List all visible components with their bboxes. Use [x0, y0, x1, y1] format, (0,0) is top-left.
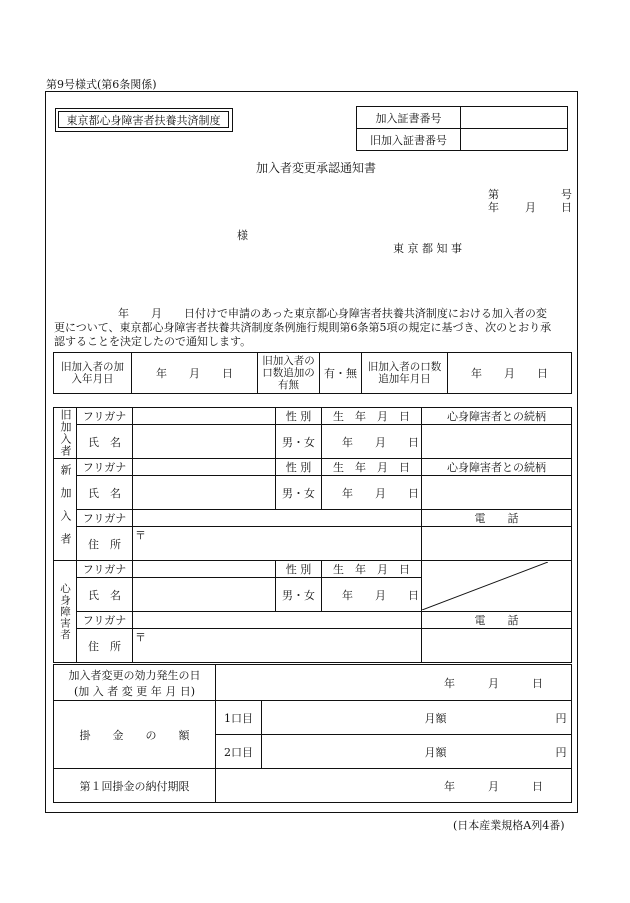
new-address-furigana-label: フリガナ	[77, 510, 133, 527]
old-cert-number-input[interactable]	[461, 129, 568, 151]
new-relation-input[interactable]	[422, 476, 572, 510]
issue-year: 年	[488, 201, 499, 214]
dis-address-postal[interactable]: 〒	[133, 629, 422, 663]
deadline-date: 年 月 日	[216, 769, 572, 803]
new-relation-header: 心身障害者との続柄	[422, 459, 572, 476]
old-join-date-label: 旧加入者の加入年月日	[54, 353, 132, 394]
unit1-label: 1口目	[216, 701, 262, 735]
new-gender[interactable]: 男・女	[276, 476, 322, 510]
old-add-date-label: 旧加入者の口数追加年月日	[362, 353, 448, 394]
issue-dai: 第	[488, 188, 499, 201]
deadline-label: 第１回掛金の納付期限	[54, 769, 216, 803]
old-relation-input[interactable]	[422, 425, 572, 459]
dis-name-label: 氏 名	[77, 578, 133, 612]
old-furigana-input[interactable]	[133, 408, 276, 425]
unit2-monthly: 月額	[424, 745, 447, 759]
old-add-date: 年 月 日	[448, 353, 572, 394]
cert-number-table	[356, 106, 568, 151]
dis-phone-input[interactable]	[422, 629, 572, 663]
new-furigana-input[interactable]	[133, 459, 276, 476]
page-title: 加入者変更承認通知書	[256, 161, 377, 175]
unit1-yen: 円	[555, 711, 567, 725]
new-group-label: 新加入者	[54, 459, 77, 561]
dis-gender-header: 性 別	[276, 561, 322, 578]
old-gender[interactable]: 男・女	[276, 425, 322, 459]
new-phone-input[interactable]	[422, 527, 572, 561]
system-name: 東京都心身障害者扶養共済制度	[66, 113, 221, 127]
old-add-umu: 有・無	[320, 353, 362, 394]
addressee-sama: 様	[237, 229, 248, 242]
cert-number-input[interactable]	[461, 107, 568, 129]
unit2-amount	[262, 735, 572, 769]
dis-name-input[interactable]	[133, 578, 276, 612]
effective-date: 年 月 日	[216, 665, 572, 701]
new-name-input[interactable]	[133, 476, 276, 510]
unit1-amount	[262, 701, 572, 735]
dis-furigana-label: フリガナ	[77, 561, 133, 578]
dis-address-furigana-input[interactable]	[133, 612, 422, 629]
new-furigana-label: フリガナ	[77, 459, 133, 476]
dis-address-label: 住 所	[77, 629, 133, 663]
old-cert-number-label: 旧加入証書番号	[357, 129, 461, 151]
effective-label	[54, 665, 216, 701]
dis-address-furigana-label: フリガナ	[77, 612, 133, 629]
old-add-label: 旧加入者の口数追加の有無	[258, 353, 320, 394]
old-birth-header: 生 年 月 日	[322, 408, 422, 425]
new-address-postal[interactable]: 〒	[133, 527, 422, 561]
issue-go: 号	[561, 188, 572, 201]
new-birth: 年 月 日	[322, 476, 422, 510]
body-line-2: 更について、東京都心身障害者扶養共済制度条例施行規則第6条第5項の規定に基づき、次のとおり承	[54, 321, 552, 334]
issuer: 東 京 都 知 事	[393, 242, 462, 255]
effective-label-1: 加入者変更の効力発生の日	[68, 668, 201, 682]
new-gender-header: 性 別	[276, 459, 322, 476]
new-address-label: 住 所	[77, 527, 133, 561]
issue-day: 日	[561, 201, 572, 214]
footer-note: (日本産業規格A列4番)	[453, 819, 565, 832]
issue-month: 月	[525, 201, 536, 214]
bottom-table	[53, 664, 572, 803]
premium-label: 掛 金 の 額	[54, 701, 216, 769]
diagonal-line	[422, 562, 548, 610]
old-gender-header: 性 別	[276, 408, 322, 425]
new-birth-header: 生 年 月 日	[322, 459, 422, 476]
new-address-furigana-input[interactable]	[133, 510, 422, 527]
old-relation-header: 心身障害者との続柄	[422, 408, 572, 425]
unit1-monthly: 月額	[424, 711, 447, 725]
system-name-box	[55, 108, 233, 132]
dis-relation-blank	[422, 561, 572, 612]
body-line-1: 年 月 日付けで申請のあった東京都心身障害者扶養共済制度における加入者の変	[118, 307, 547, 320]
old-join-date: 年 月 日	[132, 353, 258, 394]
unit2-label: 2口目	[216, 735, 262, 769]
new-phone-header: 電 話	[422, 510, 572, 527]
old-name-input[interactable]	[133, 425, 276, 459]
body-line-3: 認することを決定したので通知します。	[54, 335, 252, 348]
old-furigana-label: フリガナ	[77, 408, 133, 425]
form-id: 第9号様式(第6条関係)	[46, 78, 157, 91]
dis-phone-header: 電 話	[422, 612, 572, 629]
unit2-yen: 円	[555, 745, 567, 759]
old-name-label: 氏 名	[77, 425, 133, 459]
new-name-label: 氏 名	[77, 476, 133, 510]
cert-number-label: 加入証書番号	[357, 107, 461, 129]
dis-birth-header: 生 年 月 日	[322, 561, 422, 578]
dis-gender[interactable]: 男・女	[276, 578, 322, 612]
old-birth: 年 月 日	[322, 425, 422, 459]
dis-group-label: 心身障害者	[54, 561, 77, 663]
effective-label-2: (加 入 者 変 更 年 月 日)	[73, 684, 196, 698]
dis-furigana-input[interactable]	[133, 561, 276, 578]
persons-table	[53, 407, 572, 663]
old-group-label: 旧加入者	[54, 408, 77, 459]
dis-birth: 年 月 日	[322, 578, 422, 612]
old-join-table	[53, 352, 572, 394]
